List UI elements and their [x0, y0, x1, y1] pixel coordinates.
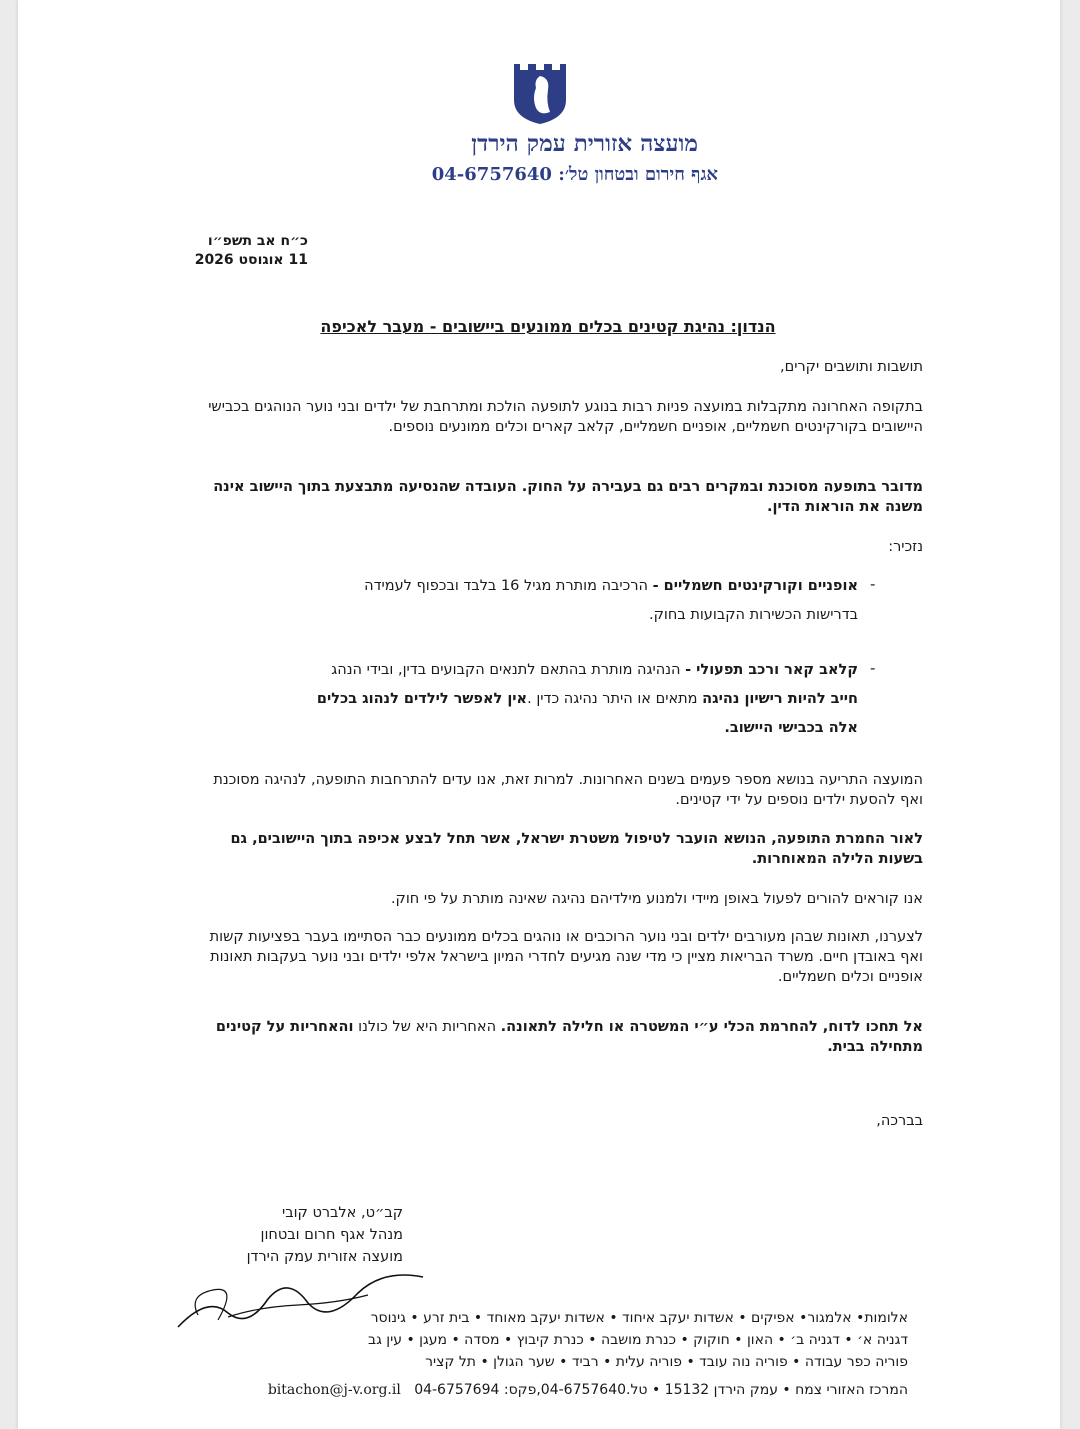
- closing: בברכה,: [876, 1113, 923, 1129]
- bullet-ebikes: [198, 572, 858, 630]
- footer-settlements-line2: דגניה א׳ • דגניה ב׳ • האון • חוקוק • כנרת מושבה • כנרת קיבוץ • מסדה • מעגן • עין גב: [367, 1332, 908, 1348]
- bullet-ebikes-line2: בדרישות הכשירות הקבועות בחוק.: [649, 607, 858, 623]
- council-logo: [510, 60, 570, 126]
- remind-label: נזכיר:: [888, 539, 923, 555]
- bullet-clubcar-text: הנהיגה מותרת בהתאם לתנאים הקבועים בדין, ובידי הנהג: [331, 662, 686, 678]
- bullet-ebikes-text: הרכיבה מותרת מגיל 16 בלבד ובכפוף לעמידה: [364, 578, 653, 594]
- signer-role: מנהל אגף חרום ובטחון: [260, 1227, 403, 1243]
- dont-wait-text: אל תחכו לדוח, להחרמת הכלי ע״י המשטרה או חלילה לתאונה.: [500, 1019, 923, 1035]
- gregorian-date: 11 אוגוסט 2026: [194, 252, 308, 268]
- footer-email[interactable]: bitachon@j-v.org.il: [267, 1382, 401, 1398]
- bullet-clubcar-title: קלאב קאר ורכב תפעולי -: [685, 662, 858, 678]
- home-responsibility: והאחריות על קטינים מתחילה בבית.: [215, 1019, 923, 1055]
- bullet-clubcar-line2: [198, 685, 858, 714]
- paragraph-accidents: לצערנו, תאונות שבהן מעורבים ילדים ובני נוער הרוכבים או נוהגים בכלים ממונעים כבר הסתיימו בעבר בפציעות קשות ואף באובדן חיים. משרד הבריאות מציין כי מדי שנה מגיעים לחדרי המיון בישראל אלפי ילדים ובני נוער בעקבות תאונות אופניים וכלים חשמליים.: [209, 929, 923, 985]
- license-required: חייב להיות רישיון נהיגה: [702, 691, 858, 707]
- greeting: תושבות ותושבים יקרים,: [780, 359, 923, 375]
- bullet-dash: -: [870, 575, 876, 593]
- signer-name: קב״ט, אלברט קובי: [281, 1205, 403, 1221]
- footer-settlements-line3: פוריה כפר עבודה • פוריה נוה עובד • פוריה עלית • רביד • שער הגולן • תל קציר: [425, 1354, 908, 1370]
- paragraph-responsibility: [198, 1017, 923, 1057]
- license-text: מתאים או היתר נהיגה כדין .: [527, 691, 703, 707]
- letter-date: [168, 232, 308, 270]
- letter-page: [18, 0, 1060, 1429]
- bullet-clubcar-line3: אלה בכבישי היישוב.: [724, 720, 858, 736]
- organization-name: מועצה אזורית עמק הירדן: [471, 130, 698, 157]
- footer-contact: [168, 1379, 908, 1401]
- bullet-dash: -: [870, 659, 876, 677]
- paragraph-police: לאור החמרת התופעה, הנושא הועבר לטיפול משטרת ישראל, אשר תחל לבצע אכיפה בתוך היישובים, גם בשעות הלילה המאוחרות.: [230, 831, 923, 867]
- bullet-clubcar-line1: [198, 656, 858, 685]
- footer-address: המרכז האזורי צמח • עמק הירדן 15132 • טל.04-6757640,פקס: 04-6757694: [414, 1382, 908, 1398]
- responsibility-text: האחריות היא של כולנו: [358, 1019, 501, 1035]
- hebrew-date: כ״ח אב תשפ״ו: [207, 233, 308, 249]
- bullet-ebikes-title: אופניים וקורקינטים חשמליים -: [652, 578, 858, 594]
- paragraph-intro: בתקופה האחרונה מתקבלות במועצה פניות רבות בנוגע לתופעה הולכת ומתרחבת של ילדים ובני נוער הנוהגים בכבישי היישובים בקורקינטים חשמליים, אופניים חשמליים, קלאב קארים וכלים ממונעים נוספים.: [208, 399, 923, 435]
- paragraph-danger: מדובר בתופעה מסוכנת ובמקרים רבים גם בעבירה על החוק. העובדה שהנסיעה מתבצעת בתוך היישוב אינה משנה את הוראות הדין.: [213, 479, 923, 515]
- no-kids-driving: אין לאפשר לילדים לנהוג בכלים: [316, 691, 528, 707]
- bullet-ebikes-line1: [198, 572, 858, 601]
- paragraph-parents: אנו קוראים להורים לפעול באופן מיידי ולמנוע מילדיהם נהיגה שאינה מותרת על פי חוק.: [390, 891, 923, 907]
- signer-org: מועצה אזורית עמק הירדן: [246, 1249, 403, 1265]
- footer-settlements-line1: אלומות• אלמגור• אפיקים • אשדות יעקב איחוד • אשדות יעקב מאוחד • בית זרע • גינוסר: [370, 1310, 908, 1326]
- subject-line: הנדון: נהיגת קטינים בכלים ממונעים ביישובים - מעבר לאכיפה: [320, 317, 776, 336]
- paragraph-warnings: המועצה התריעה בנושא מספר פעמים בשנים האחרונות. למרות זאת, אנו עדים להתרחבות התופעה, לנהיגה מסוכנת ואף להסעת ילדים נוספים על ידי קטינים.: [213, 772, 923, 808]
- department-contact-line: אגף חירום ובטחון טל׳: 04-6757640: [431, 164, 718, 185]
- bullet-clubcar: [198, 656, 858, 743]
